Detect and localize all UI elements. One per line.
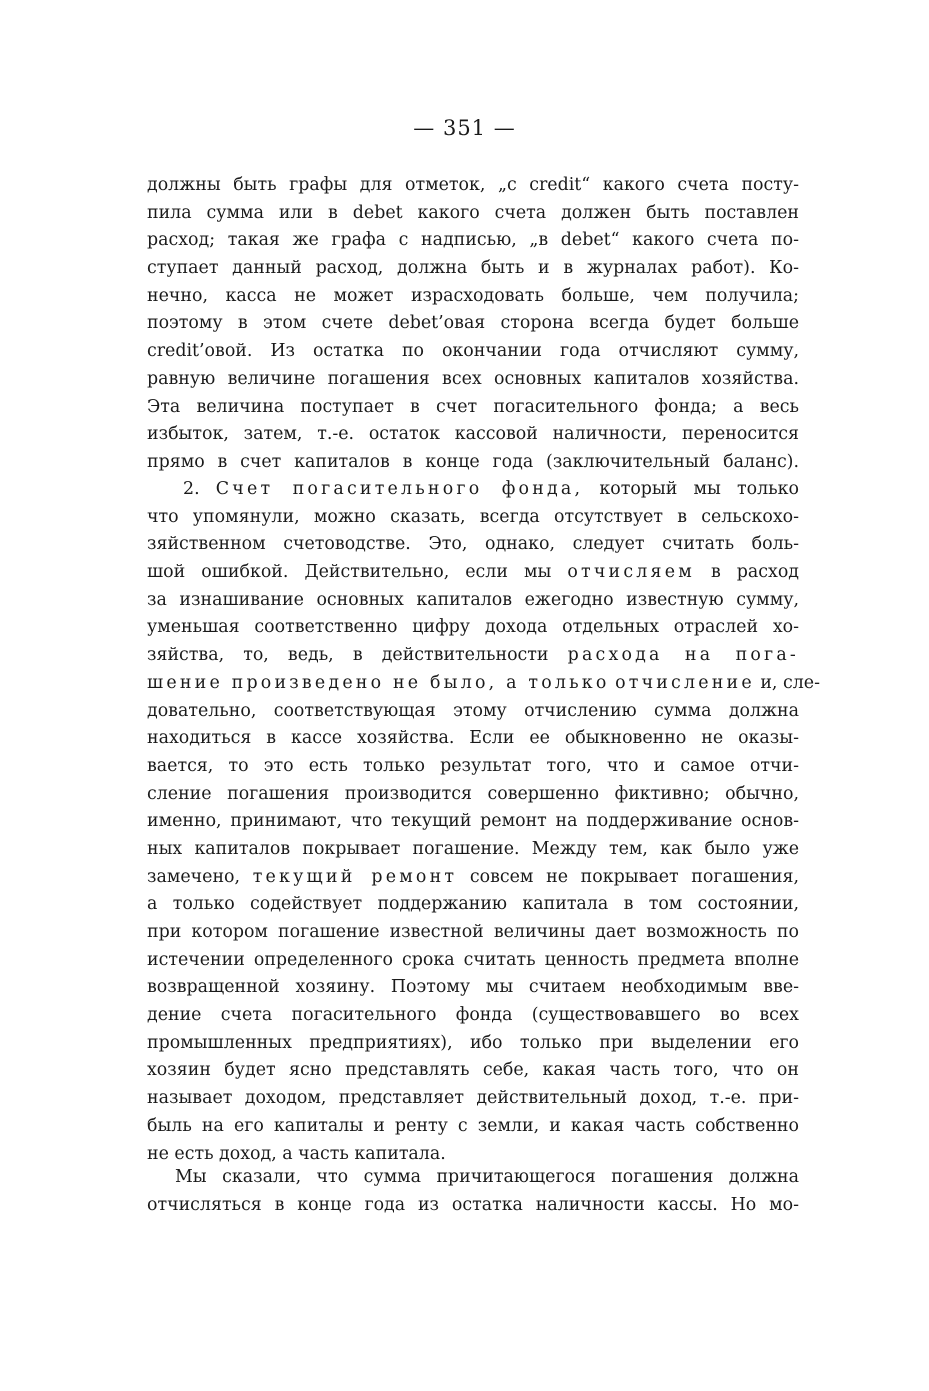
text-line: избыток, затем, т.-е. остаток кассовой наличности, переносится [147,424,799,445]
text-line: расход; такая же графа с надписью, „в debet“ какого счета по- [147,230,799,251]
text-line: зяйственном счетоводстве. Это, однако, следует считать боль- [147,534,799,555]
text-line: быль на его капиталы и ренту с земли, и какая часть собственно [147,1115,799,1136]
text-line: credit’овой. Из остатка по окончании года отчисляют сумму, [147,341,799,362]
text-line: дение счета погасительного фонда (существовавшего во всех [147,1005,799,1026]
text-line: ных капиталов покрывает погашение. Между тем, как было уже [147,838,799,859]
text-line-heading [147,476,799,504]
text-fragment: замечено, [147,866,241,887]
emphasis-text: отчисляем [567,562,695,583]
text-line: нечно, касса не может израсходовать больше, чем получила; [147,285,799,306]
text-line [147,559,799,587]
text-line: при котором погашение известной величины дает возможность по [147,922,799,942]
text-line: именно, принимают, что текущий ремонт на поддерживание основ- [147,811,799,832]
text-line: вается, то это есть только результат того, что и самое отчи- [147,755,799,776]
text-line: уменьшая соответственно цифру дохода отдельных отраслей хо- [147,617,799,638]
paragraph-1 [147,172,799,477]
text-line: не есть доход, а часть капитала. [147,1143,446,1164]
text-line: Мы сказали, что сумма причитающегося погашения должна [175,1167,799,1187]
emphasis-text: отчисление [615,672,755,693]
text-line: находиться в кассе хозяйства. Если ее обыкновенно не оказы- [147,728,799,749]
paragraph-2 [147,476,820,1168]
text-fragment: шой ошибкой. Действительно, если мы [147,562,552,583]
text-line: прямо в счет капиталов в конце года (заключительный баланс). [147,451,799,472]
text-line: поэтому в этом счете debet’овая сторона всегда будет больше [147,313,799,334]
text-line: а только содействует поддержанию капитала в том состоянии, [147,894,799,915]
text-line: пила сумма или в debet какого счета должен быть поставлен [147,202,799,223]
text-line: Эта величина поступает в счет погасительного фонда; а весь [147,396,799,417]
text-line: промышленных предприятиях), ибо только при выделении его [147,1032,799,1053]
text-line: что упомянули, можно сказать, всегда отсутствует в сельскохо- [147,506,799,527]
text-line: должны быть графы для отметок, „с credit“ какого счета посту- [147,175,799,195]
text-line [147,670,820,698]
text-line: возвращенной хозяину. Поэтому мы считаем необходимым вве- [147,977,799,998]
text-line: довательно, соответствующая этому отчислению сумма должна [147,700,799,721]
emphasis-text: текущий ремонт [252,866,458,887]
text-line: хозяин будет ясно представлять себе, какая часть того, что он [147,1060,799,1081]
text-line: сление погашения производится совершенно фиктивно; обычно, [147,783,799,804]
text-line [147,864,799,892]
page-number: — 351 — [413,116,516,140]
section-number: 2. [183,479,200,499]
text-line [147,642,799,670]
text-line: равную величине погашения всех основных капиталов хозяйства. [147,368,799,389]
text-fragment: в расход [710,562,799,583]
emphasis-text: расхода на пога- [567,645,799,666]
text-line: истечении определенного срока считать ценность предмета вполне [147,949,799,970]
paragraph-3 [147,1164,799,1219]
section-heading: Счет погасительного фонда, [215,479,584,499]
text-line: ступает данный расход, должна быть и в журналах работ). Ко- [147,258,799,279]
text-fragment: который мы только [599,479,799,499]
text-fragment: и, сле- [760,672,820,693]
text-line: называет доходом, представляет действительный доход, т.-е. при- [147,1088,799,1109]
text-line: отчисляться в конце года из остатка наличности кассы. Но мо- [147,1194,799,1215]
text-line: за изнашивание основных капиталов ежегодно известную сумму, [147,589,799,610]
text-fragment: совсем не покрывает погашения, [469,866,799,887]
text-fragment: зяйства, то, ведь, в действительности [147,645,549,666]
text-fragment: шение произведено не было, а только [147,672,610,693]
